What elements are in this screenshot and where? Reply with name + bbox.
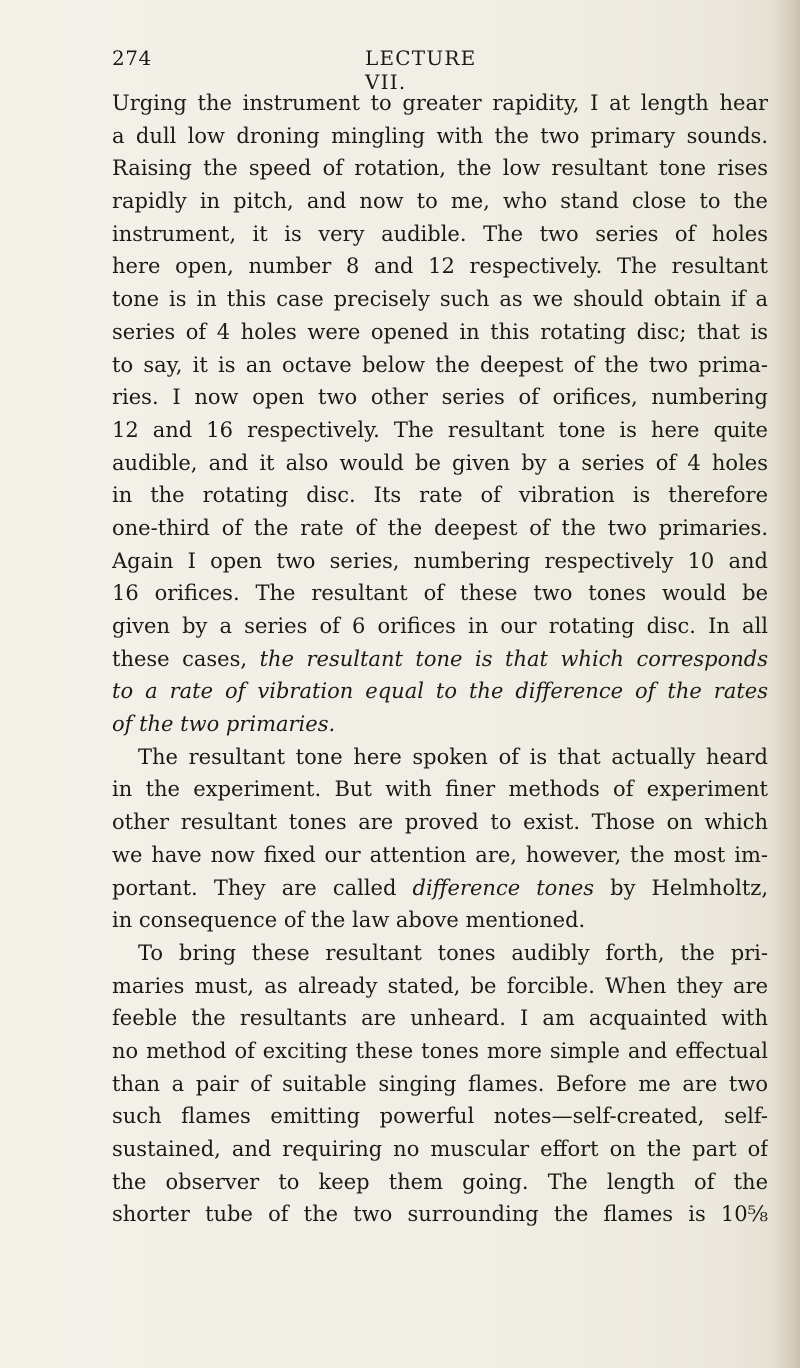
text-line — [112, 152, 768, 185]
text-line — [112, 839, 768, 872]
line-text: here open, number 8 and 12 respectively. The resultant — [112, 254, 768, 279]
text-line — [112, 349, 768, 382]
page-edge-shadow — [772, 0, 800, 1368]
text-line — [112, 250, 768, 283]
text-line — [112, 610, 768, 643]
line-text: sustained, and requiring no muscular effort on the part of — [112, 1137, 768, 1161]
text-line — [112, 447, 768, 480]
text-line — [112, 316, 768, 349]
text-line — [112, 283, 768, 316]
text-line — [112, 381, 768, 414]
italic-text: to a rate of vibration equal to the difference of the rates — [112, 679, 768, 704]
line-text: Again I open two series, numbering respectively 10 and — [112, 548, 768, 573]
text-line — [112, 675, 768, 708]
page-header — [112, 46, 510, 94]
line-text: to say, it is an octave below the deepest of the two prima- — [112, 352, 768, 377]
text-line — [112, 1100, 768, 1133]
line-text: rapidly in pitch, and now to me, who stand close to the — [112, 189, 768, 214]
text-line — [112, 872, 768, 905]
text-line — [112, 708, 768, 741]
line-text: instrument, it is very audible. The two series of holes — [112, 221, 768, 246]
text-line — [112, 904, 768, 937]
text-line — [112, 1002, 768, 1035]
line-text: than a pair of suitable singing flames. Before me are two — [112, 1071, 768, 1096]
text-line — [112, 1035, 768, 1068]
text-line — [112, 120, 768, 153]
text-line — [112, 1133, 768, 1166]
line-text: portant. They are called — [112, 875, 397, 900]
line-text: feeble the resultants are unheard. I am acquainted with — [112, 1006, 768, 1031]
text-line — [112, 1068, 768, 1101]
line-text: audible, and it also would be given by a series of 4 holes — [112, 450, 768, 475]
text-line — [112, 87, 768, 120]
line-text: tone is in this case precisely such as we should obtain if a — [112, 287, 768, 312]
text-line — [112, 1166, 768, 1199]
line-text: a dull low droning mingling with the two primary sounds. — [112, 123, 768, 148]
line-text: these cases, — [112, 646, 248, 671]
text-line — [112, 970, 768, 1003]
text-line — [112, 643, 768, 676]
text-line — [112, 773, 768, 806]
line-text: shorter tube of the two surrounding the flames is 10⅝ — [112, 1202, 768, 1227]
text-line — [112, 806, 768, 839]
line-text: one-third of the rate of the deepest of the two primaries. — [112, 515, 768, 540]
line-text: series of 4 holes were opened in this rotating disc; that is — [112, 319, 768, 344]
line-text: Raising the speed of rotation, the low resultant tone rises — [112, 156, 768, 181]
text-line — [112, 545, 768, 578]
line-text: in the experiment. But with finer methods of experiment — [112, 777, 768, 802]
text-line — [112, 218, 768, 251]
text-line — [112, 479, 768, 512]
line-text: To bring these resultant tones audibly forth, the pri- — [138, 940, 768, 965]
line-text: given by a series of 6 orifices in our rotating disc. In all — [112, 614, 768, 638]
line-text: in the rotating disc. Its rate of vibration is therefore — [112, 483, 768, 508]
line-text: such flames emitting powerful notes—self-created, self- — [112, 1104, 768, 1129]
text-line — [112, 1198, 768, 1231]
line-text: 12 and 16 respectively. The resultant tone is here quite — [112, 417, 768, 442]
body-text — [112, 87, 768, 1231]
line-text: the observer to keep them going. The length of the — [112, 1169, 768, 1194]
text-line — [112, 577, 768, 610]
text-line — [112, 512, 768, 545]
running-head: LECTURE VII. — [365, 46, 477, 94]
text-line — [112, 741, 768, 774]
line-text: The resultant tone here spoken of is that actually heard — [138, 744, 768, 769]
line-text: in consequence of the law above mentioned. — [112, 908, 586, 933]
text-line — [112, 414, 768, 447]
line-text: maries must, as already stated, be forcible. When they are — [112, 973, 768, 998]
line-text: Urging the instrument to greater rapidity, I at length hear — [112, 91, 768, 115]
italic-text: the resultant tone is that which corresponds — [247, 646, 768, 671]
line-text: by Helmholtz, — [594, 875, 768, 900]
text-line — [112, 185, 768, 218]
italic-text: difference tones — [396, 875, 595, 900]
italic-text: of the two primaries. — [112, 712, 336, 737]
line-text: we have now fixed our attention are, however, the most im- — [112, 842, 768, 867]
line-text: no method of exciting these tones more simple and effectual — [112, 1038, 768, 1063]
line-text: other resultant tones are proved to exist. Those on which — [112, 810, 768, 835]
page-number: 274 — [112, 46, 152, 70]
text-line — [112, 937, 768, 970]
line-text: 16 orifices. The resultant of these two tones would be — [112, 581, 768, 606]
line-text: ries. I now open two other series of orifices, numbering — [112, 385, 768, 410]
